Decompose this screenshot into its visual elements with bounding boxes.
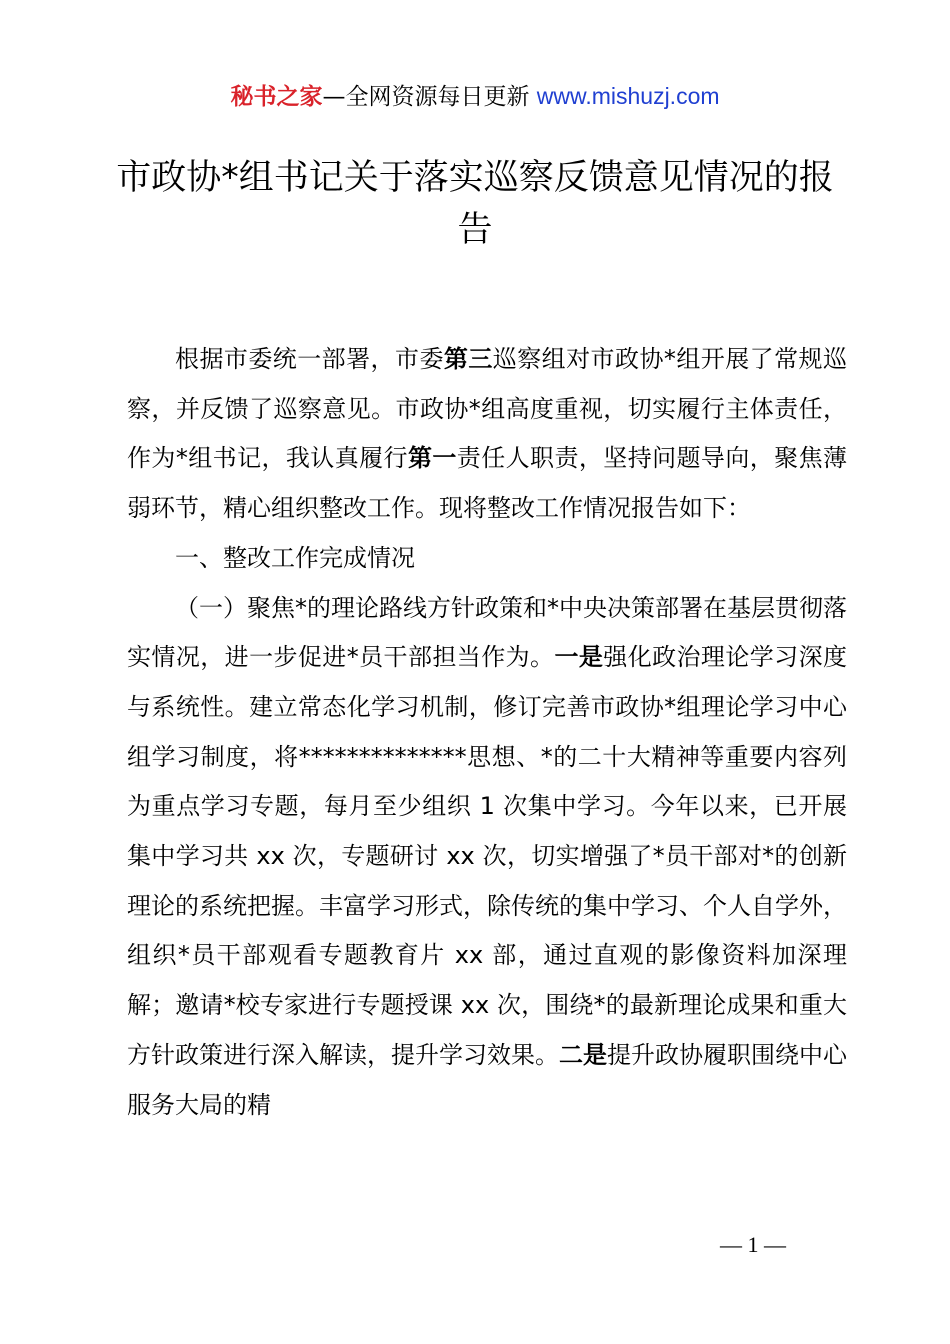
page-number: — 1 — <box>720 1232 786 1257</box>
text-run: 巡察组对市政协*组开展了常规巡察，并反馈了巡察意见。市政协*组高度重视，切实履行主体责任，作为*组书记，我认真履行 <box>127 345 848 473</box>
document-body <box>127 335 847 1130</box>
site-banner <box>0 80 950 113</box>
text-run: 强化政治理论学习深度与系统性。建立常态化学习机制，修订完善市政协*组理论学习中心组学习制度，将**************思想、*的二十大精神等重要内容列为重点学习专题，每月至少组织 1 次集中学习。今年以来，已开展集中学习共 xx 次，专题研讨 xx 次，切实增强了*员干部对*的创新理论的系统把握。丰富学习形式，除传统的集中学习、个人自学外，组织*员干部观看专题教育片 xx 部，通过直观的影像资料加深理解；邀请*校专家进行专题授课 xx 次，围绕*的最新理论成果和重大方针政策进行深入解读，提升学习效果。 <box>127 643 848 1069</box>
banner-slogan: —全网资源每日更新 <box>322 84 537 110</box>
site-url-link[interactable]: www.mishuzj.com <box>536 83 720 109</box>
brand-name: 秘书之家 <box>230 84 323 110</box>
document-title: 市政协*组书记关于落实巡察反馈意见情况的报告 <box>116 158 834 250</box>
text-run: （一）聚焦*的理论路线方针政策和*中央决策部署在基层贯彻落实情况，进一步促进*员干部担当作为。 <box>127 593 847 672</box>
text-run: 根据市委统一部署，市委 <box>175 345 444 373</box>
text-run: 提升政协履职围绕中心服务大局的精 <box>127 1040 847 1119</box>
emphasis-text: 一是 <box>554 643 604 672</box>
text-run: 责任人职责，坚持问题导向，聚焦薄弱环节，精心组织整改工作。现将整改工作情况报告如下： <box>127 444 848 523</box>
section-heading: 一、整改工作完成情况 <box>175 543 415 572</box>
paragraph-section-1 <box>127 584 847 1131</box>
emphasis-text: 二是 <box>559 1040 607 1069</box>
emphasis-text: 第一 <box>407 444 457 473</box>
paragraph-intro <box>127 335 847 534</box>
emphasis-text: 第三 <box>443 345 493 373</box>
